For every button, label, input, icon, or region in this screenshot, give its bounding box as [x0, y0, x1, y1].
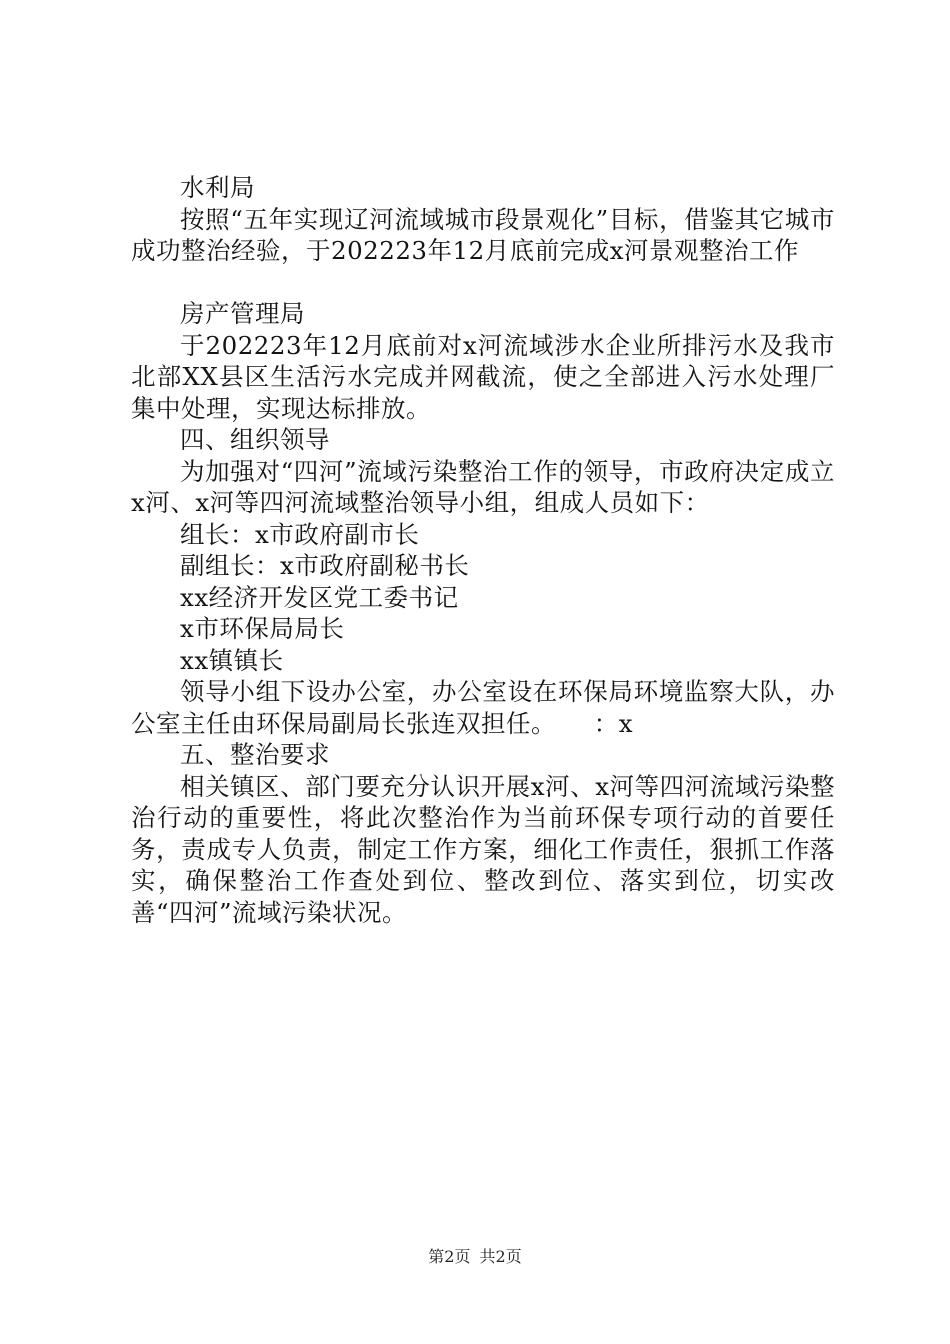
paragraph-water-bureau-task: 按照“五年实现辽河流域城市段景观化”目标，借鉴其它城市成功整治经验，于202223年12月底前完成x河景观整治工作 [131, 204, 835, 265]
section-heading-requirements: 五、整治要求 [180, 740, 330, 769]
heading-water-bureau: 水利局 [180, 173, 255, 202]
paragraph-housing-bureau-task: 于202223年12月底前对x河流域涉水企业所排污水及我市北部XX县区生活污水完成并网截流，使之全部进入污水处理厂集中处理，实现达标排放。 [131, 330, 835, 423]
page-number: 第2页 [428, 1247, 471, 1266]
page-total: 共2页 [479, 1247, 522, 1266]
paragraph-requirements: 相关镇区、部门要充分认识开展x河、x河等四河流域污染整治行动的重要性，将此次整治作为当前环保专项行动的首要任务，责成专人负责，制定工作方案，细化工作责任，狠抓工作落实，确保整治工作查处到位、整改到位、落实到位，切实改善“四河”流域污染状况。 [131, 771, 835, 927]
member-environment-bureau: x市环保局局长 [180, 614, 345, 643]
blank-line [131, 267, 835, 299]
member-group-leader: 组长：x市政府副市长 [180, 519, 420, 549]
page-footer [0, 1244, 950, 1267]
member-development-zone: xx经济开发区党工委书记 [180, 582, 459, 612]
member-town-head: xx镇镇长 [180, 645, 284, 675]
document-body [131, 172, 835, 928]
member-deputy-leader: 副组长：x市政府副秘书长 [180, 551, 470, 580]
heading-housing-bureau: 房产管理局 [180, 299, 305, 328]
section-heading-organization: 四、组织领导 [180, 425, 330, 454]
paragraph-organization-intro: 为加强对“四河”流域污染整治工作的领导，市政府决定成立x河、x河等四河流域整治领导小组，组成人员如下： [131, 456, 835, 517]
paragraph-office-setup: 领导小组下设办公室，办公室设在环保局环境监察大队，办公室主任由环保局副局长张连双担任。 ：x [131, 677, 835, 738]
